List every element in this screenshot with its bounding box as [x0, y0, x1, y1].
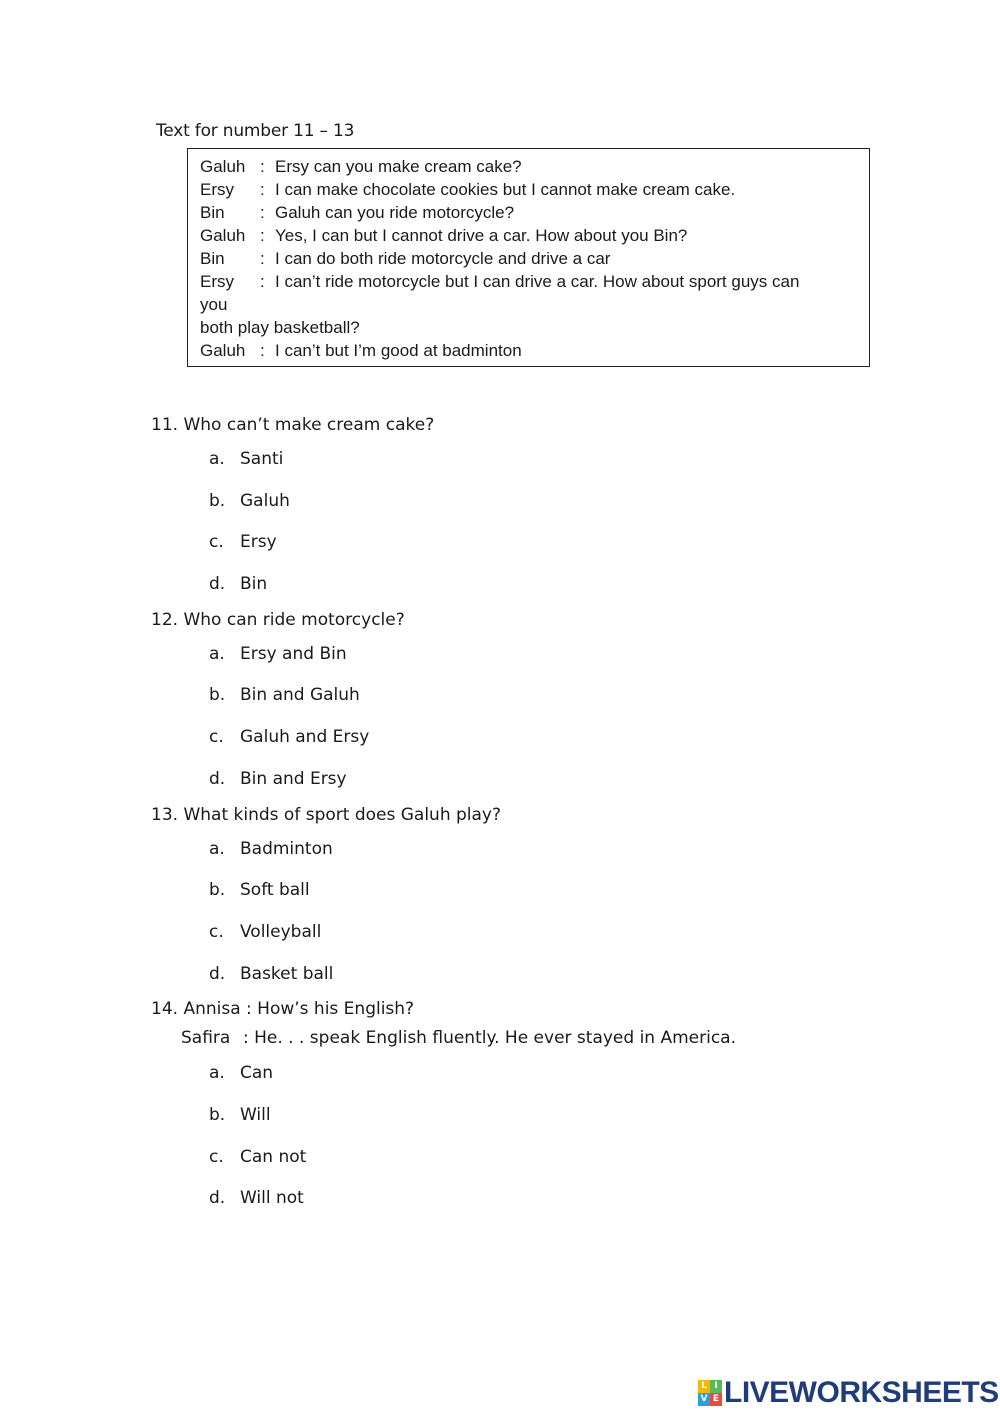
dialog-continuation — [200, 293, 857, 316]
logo-mark-cell: V — [698, 1393, 710, 1406]
dialog-continuation — [200, 316, 857, 339]
dialog-continuation-text: you — [200, 295, 228, 314]
dialog-speaker: Galuh — [200, 226, 246, 245]
dialog-line — [200, 201, 857, 224]
liveworksheets-logo[interactable] — [698, 1378, 999, 1408]
option-text: Bin and Galuh — [240, 685, 360, 706]
option-a[interactable] — [151, 1053, 931, 1095]
option-letter: d. — [209, 574, 226, 595]
question-text: Annisa : How’s his English? — [183, 999, 415, 1020]
question-text: Who can’t make cream cake? — [183, 415, 435, 435]
question-stem — [151, 606, 931, 634]
option-text: Bin — [240, 574, 268, 595]
option-letter: a. — [209, 1063, 225, 1084]
option-letter: d. — [209, 963, 226, 984]
option-text: Can not — [240, 1146, 307, 1167]
dialog-colon: : — [260, 249, 265, 268]
option-text: Will not — [240, 1188, 304, 1209]
option-b[interactable] — [151, 1095, 931, 1137]
dialog-text: I can make chocolate cookies but I cannot make cream cake. — [275, 180, 736, 199]
question-number: 11. — [151, 415, 179, 435]
option-c[interactable] — [151, 912, 931, 954]
option-list — [151, 439, 931, 606]
option-list — [151, 829, 931, 996]
option-c[interactable] — [151, 1137, 931, 1179]
question-number: 14. — [151, 999, 179, 1020]
dialog-speaker: Bin — [200, 203, 225, 222]
option-text: Santi — [240, 449, 284, 469]
question-list — [151, 411, 931, 1220]
option-a[interactable] — [151, 829, 931, 871]
logo-mark-cell: L — [698, 1380, 710, 1393]
dialog-colon: : — [260, 226, 265, 245]
page-heading: Text for number 11 – 13 — [156, 121, 355, 141]
option-text: Volleyball — [240, 921, 322, 942]
option-letter: d. — [209, 768, 226, 789]
option-list — [151, 1053, 931, 1220]
option-d[interactable] — [151, 954, 931, 996]
option-letter: a. — [209, 838, 225, 859]
option-c[interactable] — [151, 522, 931, 564]
option-text: Soft ball — [240, 880, 310, 901]
question-stem — [151, 801, 931, 829]
dialog-text: Galuh can you ride motorcycle? — [275, 203, 515, 222]
option-letter: b. — [209, 685, 226, 706]
option-text: Ersy — [240, 532, 277, 553]
option-letter: b. — [209, 1104, 226, 1125]
question-stem — [151, 411, 931, 439]
logo-mark-icon — [698, 1380, 722, 1406]
option-letter: a. — [209, 643, 225, 664]
option-b[interactable] — [151, 675, 931, 717]
dialog-text: Yes, I can but I cannot drive a car. How about you Bin? — [275, 226, 688, 245]
option-text: Can — [240, 1063, 274, 1084]
dialog-text: I can do both ride motorcycle and drive a car — [275, 249, 611, 268]
option-letter: d. — [209, 1188, 226, 1209]
question-11 — [151, 411, 931, 606]
dialog-colon: : — [260, 180, 265, 199]
dialog-speaker: Galuh — [200, 341, 246, 360]
question-13 — [151, 801, 931, 996]
question-stem — [151, 995, 931, 1023]
option-b[interactable] — [151, 481, 931, 523]
dialog-box — [187, 148, 870, 367]
option-text: Ersy and Bin — [240, 643, 347, 664]
option-list — [151, 634, 931, 801]
dialog-speaker: Ersy — [200, 272, 234, 291]
dialog-line — [200, 178, 857, 201]
question-number: 13. — [151, 804, 179, 825]
option-d[interactable] — [151, 564, 931, 606]
option-a[interactable] — [151, 439, 931, 481]
option-text: Badminton — [240, 838, 333, 859]
logo-mark-cell: E — [710, 1393, 722, 1406]
question-14 — [151, 995, 931, 1220]
question-number: 12. — [151, 609, 179, 630]
question-sub-text: : He. . . speak English fluently. He ever stayed in America. — [243, 1028, 737, 1049]
option-letter: c. — [209, 1146, 224, 1167]
option-text: Galuh — [240, 490, 290, 511]
option-a[interactable] — [151, 634, 931, 676]
option-text: Bin and Ersy — [240, 768, 347, 789]
question-sub-line — [151, 1023, 931, 1053]
dialog-speaker: Bin — [200, 249, 225, 268]
option-letter: c. — [209, 532, 224, 553]
dialog-line — [200, 155, 857, 178]
dialog-colon: : — [260, 341, 265, 360]
option-text: Galuh and Ersy — [240, 727, 370, 748]
option-c[interactable] — [151, 717, 931, 759]
option-text: Basket ball — [240, 963, 334, 984]
dialog-line — [200, 270, 857, 293]
dialog-continuation-text: both play basketball? — [200, 318, 360, 337]
dialog-text: Ersy can you make cream cake? — [275, 157, 522, 176]
dialog-colon: : — [260, 157, 265, 176]
logo-mark-cell: I — [710, 1380, 722, 1393]
dialog-colon: : — [260, 203, 265, 222]
option-d[interactable] — [151, 759, 931, 801]
option-b[interactable] — [151, 870, 931, 912]
option-letter: c. — [209, 727, 224, 748]
question-12 — [151, 606, 931, 801]
option-letter: b. — [209, 880, 226, 901]
dialog-speaker: Ersy — [200, 180, 234, 199]
option-letter: c. — [209, 921, 224, 942]
option-letter: a. — [209, 449, 225, 469]
dialog-colon: : — [260, 272, 265, 291]
dialog-line — [200, 247, 857, 270]
option-text: Will — [240, 1104, 271, 1125]
dialog-line — [200, 339, 857, 362]
question-text: Who can ride motorcycle? — [183, 609, 405, 630]
dialog-line — [200, 224, 857, 247]
question-text: What kinds of sport does Galuh play? — [183, 804, 502, 825]
dialog-text: I can’t but I’m good at badminton — [275, 341, 522, 360]
logo-text: LIVEWORKSHEETS — [724, 1376, 999, 1409]
option-d[interactable] — [151, 1178, 931, 1220]
option-letter: b. — [209, 490, 226, 511]
dialog-speaker: Galuh — [200, 157, 246, 176]
question-sub-speaker: Safira — [181, 1028, 231, 1049]
dialog-text: I can’t ride motorcycle but I can drive a car. How about sport guys can — [275, 272, 800, 291]
